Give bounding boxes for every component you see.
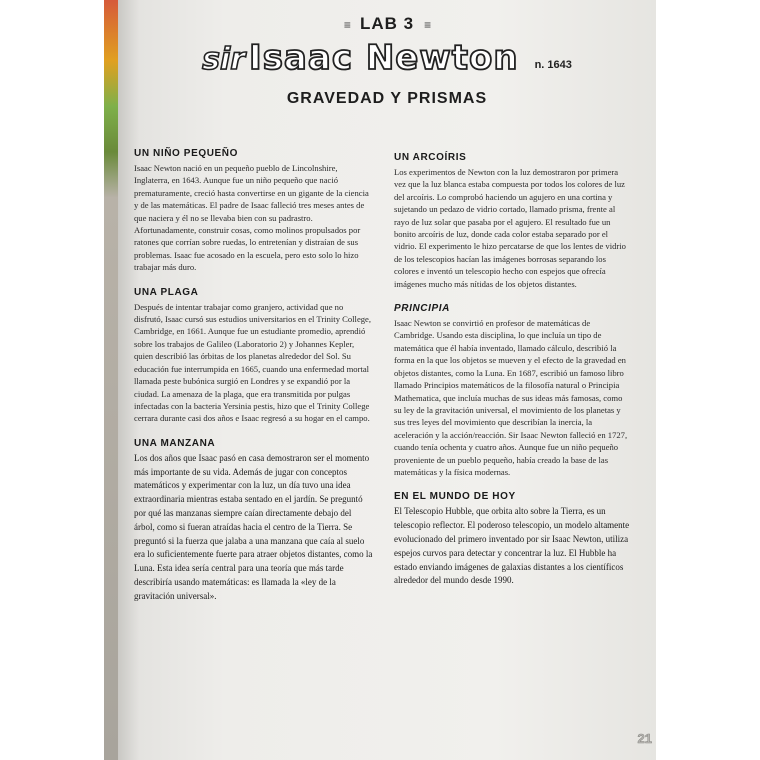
- birth-year: n. 1643: [534, 59, 572, 72]
- page-subtitle: GRAVEDAD Y PRISMAS: [286, 90, 488, 107]
- section-title: UNA MANZANA: [134, 437, 216, 449]
- book-page: [118, 0, 656, 760]
- scientist-name-line: [118, 38, 656, 78]
- section-body: El Telescopio Hubble, que orbita alto sobre la Tierra, es un telescopio reflector. El poderoso telescopio, un modelo altamente evolucionado del primero inventado por sir Isaac Newton, utiliza espejos curvos para detectar y concentrar la luz. El Hubble ha estado enviando imágenes de galaxias distantes a los científicos alrededor del mundo desde 1990.: [394, 506, 630, 586]
- background-left: [0, 0, 104, 760]
- section-title: EN EL MUNDO DE HOY: [394, 491, 516, 503]
- section-body: Los experimentos de Newton con la luz demostraron por primera vez que la luz blanca estaba compuesta por todos los colores de luz del arcoíris. Lo comprobó haciendo un agujero en una cortina y sujetando un pedazo de vidrio cortado, llamado prisma, frente al rayo de luz solar que pasaba por el agujero. El resultado fue un bonito arcoíris de luz, donde cada color estaba separado por el vidrio. El experimento le hizo percatarse de que los lentes de vidrio de los telescopios hacían las imágenes borrosas separando los colores e inventó un telescopio hecho con espejos que ofrecía imágenes mucho más nítidas de los objetos distantes.: [394, 167, 626, 289]
- left-dash-icon: ≡: [343, 18, 350, 32]
- section-title: UN NIÑO PEQUEÑO: [134, 148, 239, 159]
- scientist-name: Isaac Newton: [249, 38, 519, 78]
- section-un-nino-pequeno: [134, 148, 374, 274]
- section-title: PRINCIPIA: [394, 303, 450, 315]
- section-principia: [394, 303, 632, 478]
- section-una-manzana: [134, 438, 374, 604]
- right-column: [394, 152, 632, 601]
- page-number: 21: [637, 731, 652, 746]
- lab-heading: [118, 14, 656, 34]
- section-un-arcoiris: [394, 152, 632, 290]
- section-body: Los dos años que Isaac pasó en casa demostraron ser el momento más importante de su vida. Además de jugar con conceptos matemáticos y experimentar con la luz, un día tuvo una idea extraordinaria mientras estaba sentado en el jardín. Se preguntó por qué las manzanas siempre caían directamente debajo del árbol, como si fueran atraídas hacia el centro de la Tierra. Se preguntó si la fuerza que jalaba a una manzana que caía al suelo era lo suficientemente fuerte para atraer objetos distantes, como la Luna. Esta idea sería central para una teoría que más tarde describiría usando matemáticas: es llamada la «ley de la gravitación universal».: [134, 452, 373, 601]
- name-prefix: sir: [202, 42, 246, 77]
- right-dash-icon: ≡: [424, 18, 431, 32]
- section-en-el-mundo-de-hoy: [394, 491, 632, 588]
- section-una-plaga: [134, 287, 374, 425]
- section-body: Isaac Newton nació en un pequeño pueblo de Lincolnshire, Inglaterra, en 1643. Aunque fue un niño pequeño que nació prematuramente, creció hasta convertirse en un gigante de la ciencia y de las matemáticas. El padre de Isaac falleció tres meses antes de que naciera y él no se llevaba bien con su padrastro. Afortunadamente, construir cosas, como molinos propulsados por ratones que corrían sobre ruedas, lo entretenían y distraían de sus problemas. Isaac fue acosado en la escuela, pero esto solo lo hizo trabajar más duro.: [134, 163, 369, 273]
- section-body: Después de intentar trabajar como granjero, actividad que no disfrutó, Isaac cursó sus estudios universitarios en el Trinity College, Cambridge, en 1661. Aunque fue un estudiante promedio, aprendió sobre los trabajos de Galileo (Laboratorio 2) y Johannes Kepler, quien describió las órbitas de los planetas alrededor del Sol. Su educación fue interrumpida en 1665, cuando una enfermedad mortal llamada peste bubónica surgió en Londres y se expandió por la ciudad. La amenaza de la plaga, que era transmitida por pulgas infectadas con la bacteria Yersinia pestis, hizo que el Trinity College cerrara durante casi dos años e Isaac regresó a su hogar en el campo.: [134, 301, 372, 424]
- lab-label: LAB 3: [359, 14, 415, 33]
- section-title: UNA PLAGA: [134, 286, 199, 298]
- left-column: [134, 148, 374, 616]
- section-body: Isaac Newton se convirtió en profesor de matemáticas de Cambridge. Usando esta disciplina, lo que incluía un tipo de matemática que él había inventado, llamado cálculo, describió la forma en la que los objetos se mueven y el efecto de la gravedad en objetos distantes, como la Luna. En 1687, escribió un famoso libro llamado Principios matemáticos de la filosofía natural o Principia Mathematica, que incluía muchas de sus ideas más famosas, como su ley de la gravitación universal, el movimiento de los planetas y sus tres leyes del movimiento que describían la inercia, la aceleración y la acción/reacción. Sir Isaac Newton falleció en 1727, cuando tenía ochenta y cuatro años. Aunque fue un niño pequeño proveniente de un pueblo pequeño, había creado la base de las matemáticas y la física modernas.: [394, 318, 628, 477]
- background-right: [656, 0, 760, 760]
- section-title: UN ARCOÍRIS: [394, 152, 467, 163]
